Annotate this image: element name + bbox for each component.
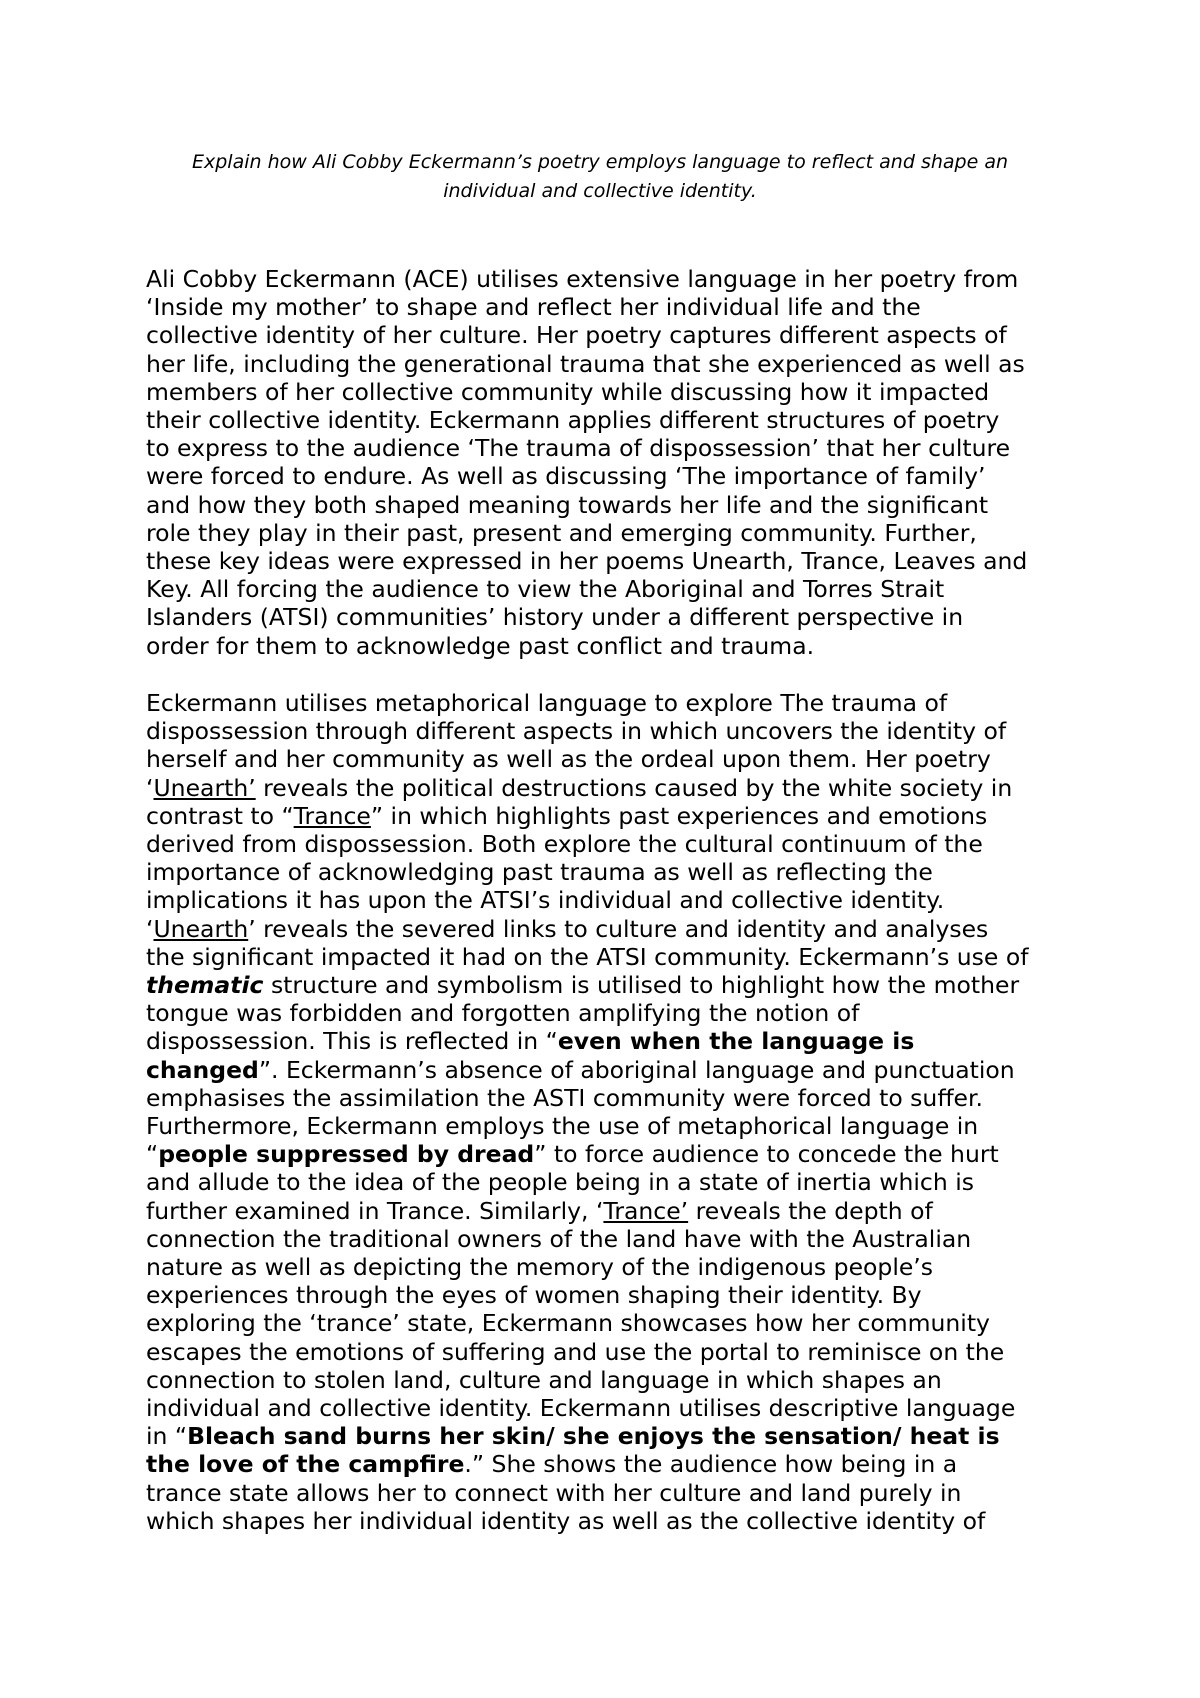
text-line: nature as well as depicting the memory of the indigenous people’s: [146, 1253, 934, 1282]
text-line: [146, 971, 1029, 999]
text-line: connection the traditional owners of the land have with the Australian: [146, 1224, 972, 1253]
text-line: herself and her community as well as the ordeal upon them. Her poetry: [146, 745, 991, 774]
text-line: importance of acknowledging past trauma as well as reflecting the: [146, 858, 933, 887]
text-run: structure and symbolism is utilised to highlight how the mother: [263, 971, 1020, 1000]
text-line: experiences through the eyes of women shaping their identity. By: [146, 1281, 922, 1310]
text-line: were forced to endure. As well as discussing ‘The importance of family’: [146, 462, 986, 491]
text-line: [146, 774, 1029, 802]
text-line: ‘Inside my mother’ to shape and reflect her individual life and the: [146, 293, 921, 322]
text-line: exploring the ‘trance’ state, Eckermann showcases how her community: [146, 1309, 990, 1338]
text-line: these key ideas were expressed in her poems Unearth, Trance, Leaves and: [146, 547, 1028, 576]
text-line: dispossession through different aspects in which uncovers the identity of: [146, 717, 1007, 746]
text-run: ” in which highlights past experiences and emotions: [370, 801, 988, 830]
quoted-text: the love of the campfire: [146, 1450, 465, 1479]
text-line: implications it has upon the ATSI’s individual and collective identity.: [146, 886, 945, 915]
text-line: members of her collective community while discussing how it impacted: [146, 377, 990, 406]
text-line: [146, 1027, 1029, 1055]
text-run: .” She shows the audience how being in a: [464, 1450, 958, 1479]
quoted-text: even when the language is: [557, 1027, 915, 1056]
text-line: [146, 1197, 1029, 1225]
text-line: [146, 802, 1029, 830]
text-line: connection to stolen land, culture and language in which shapes an: [146, 1365, 942, 1394]
text-line: which shapes her individual identity as well as the collective identity of: [146, 1506, 986, 1535]
text-line: collective identity of her culture. Her poetry captures different aspects of: [146, 321, 1007, 350]
text-line: escapes the emotions of suffering and use the portal to reminisce on the: [146, 1337, 1005, 1366]
text-line: to express to the audience ‘The trauma of dispossession’ that her culture: [146, 434, 1011, 463]
text-line: [146, 915, 1029, 943]
poem-title: Trance’: [603, 1196, 689, 1225]
text-run: dispossession. This is reflected in “: [146, 1027, 558, 1056]
text-run: ”. Eckermann’s absence of aboriginal language and punctuation: [258, 1055, 1015, 1084]
text-line: Ali Cobby Eckermann (ACE) utilises extensive language in her poetry from: [146, 265, 1019, 293]
body-paragraph: [146, 689, 1029, 1535]
emphasis-text: thematic: [146, 971, 264, 1000]
text-line: [146, 1422, 1029, 1450]
quoted-text: people suppressed by dread: [158, 1140, 535, 1169]
text-run: ‘: [146, 914, 154, 943]
text-line: role they play in their past, present and emerging community. Further,: [146, 518, 977, 547]
text-line: emphasises the assimilation the ASTI community were forced to suffer.: [146, 1083, 983, 1112]
text-run: ” to force audience to concede the hurt: [534, 1140, 999, 1169]
text-run: ‘: [146, 773, 154, 802]
text-line: Key. All forcing the audience to view the Aboriginal and Torres Strait: [146, 575, 945, 604]
essay-question: [140, 148, 1060, 206]
text-line: and allude to the idea of the people being in a state of inertia which is: [146, 1168, 974, 1197]
text-line: her life, including the generational trauma that she experienced as well as: [146, 349, 1025, 378]
poem-title: Unearth’: [153, 773, 256, 802]
text-line: the significant impacted it had on the ATSI community. Eckermann’s use of: [146, 942, 1029, 971]
text-line: [146, 1056, 1029, 1084]
text-line: individual and collective identity. Eckermann utilises descriptive language: [146, 1394, 1016, 1423]
quoted-text: Bleach sand burns her skin/ she enjoys the sensation/ heat is: [187, 1422, 1000, 1451]
text-line: Islanders (ATSI) communities’ history under a different perspective in: [146, 603, 964, 632]
text-run: contrast to “: [146, 801, 294, 830]
text-line: tongue was forbidden and forgotten amplifying the notion of: [146, 999, 860, 1028]
text-line: [146, 1450, 1029, 1478]
text-line: Eckermann utilises metaphorical language to explore The trauma of: [146, 689, 948, 717]
introduction-paragraph: [146, 265, 1027, 660]
text-run: reveals the political destructions caused by the white society in: [255, 773, 1013, 802]
text-line: order for them to acknowledge past conflict and trauma.: [146, 631, 815, 660]
text-run: further examined in Trance. Similarly, ‘: [146, 1196, 604, 1225]
quoted-text: changed: [146, 1055, 259, 1084]
text-run: ’ reveals the severed links to culture and identity and analyses: [248, 914, 989, 943]
text-line: trance state allows her to connect with her culture and land purely in: [146, 1478, 962, 1507]
poem-title: Unearth: [153, 914, 249, 943]
text-run: “: [146, 1140, 159, 1169]
question-line: individual and collective identity.: [443, 180, 757, 202]
text-line: derived from dispossession. Both explore the cultural continuum of the: [146, 830, 983, 859]
text-line: their collective identity. Eckermann applies different structures of poetry: [146, 406, 1000, 435]
poem-title: Trance: [293, 801, 371, 830]
text-line: Furthermore, Eckermann employs the use of metaphorical language in: [146, 1112, 979, 1141]
text-line: [146, 1140, 1029, 1168]
text-run: reveals the depth of: [688, 1196, 933, 1225]
question-line: Explain how Ali Cobby Eckermann’s poetry employs language to reflect and shape an: [191, 151, 1009, 173]
text-line: and how they both shaped meaning towards her life and the significant: [146, 490, 989, 519]
text-run: in “: [146, 1422, 188, 1451]
